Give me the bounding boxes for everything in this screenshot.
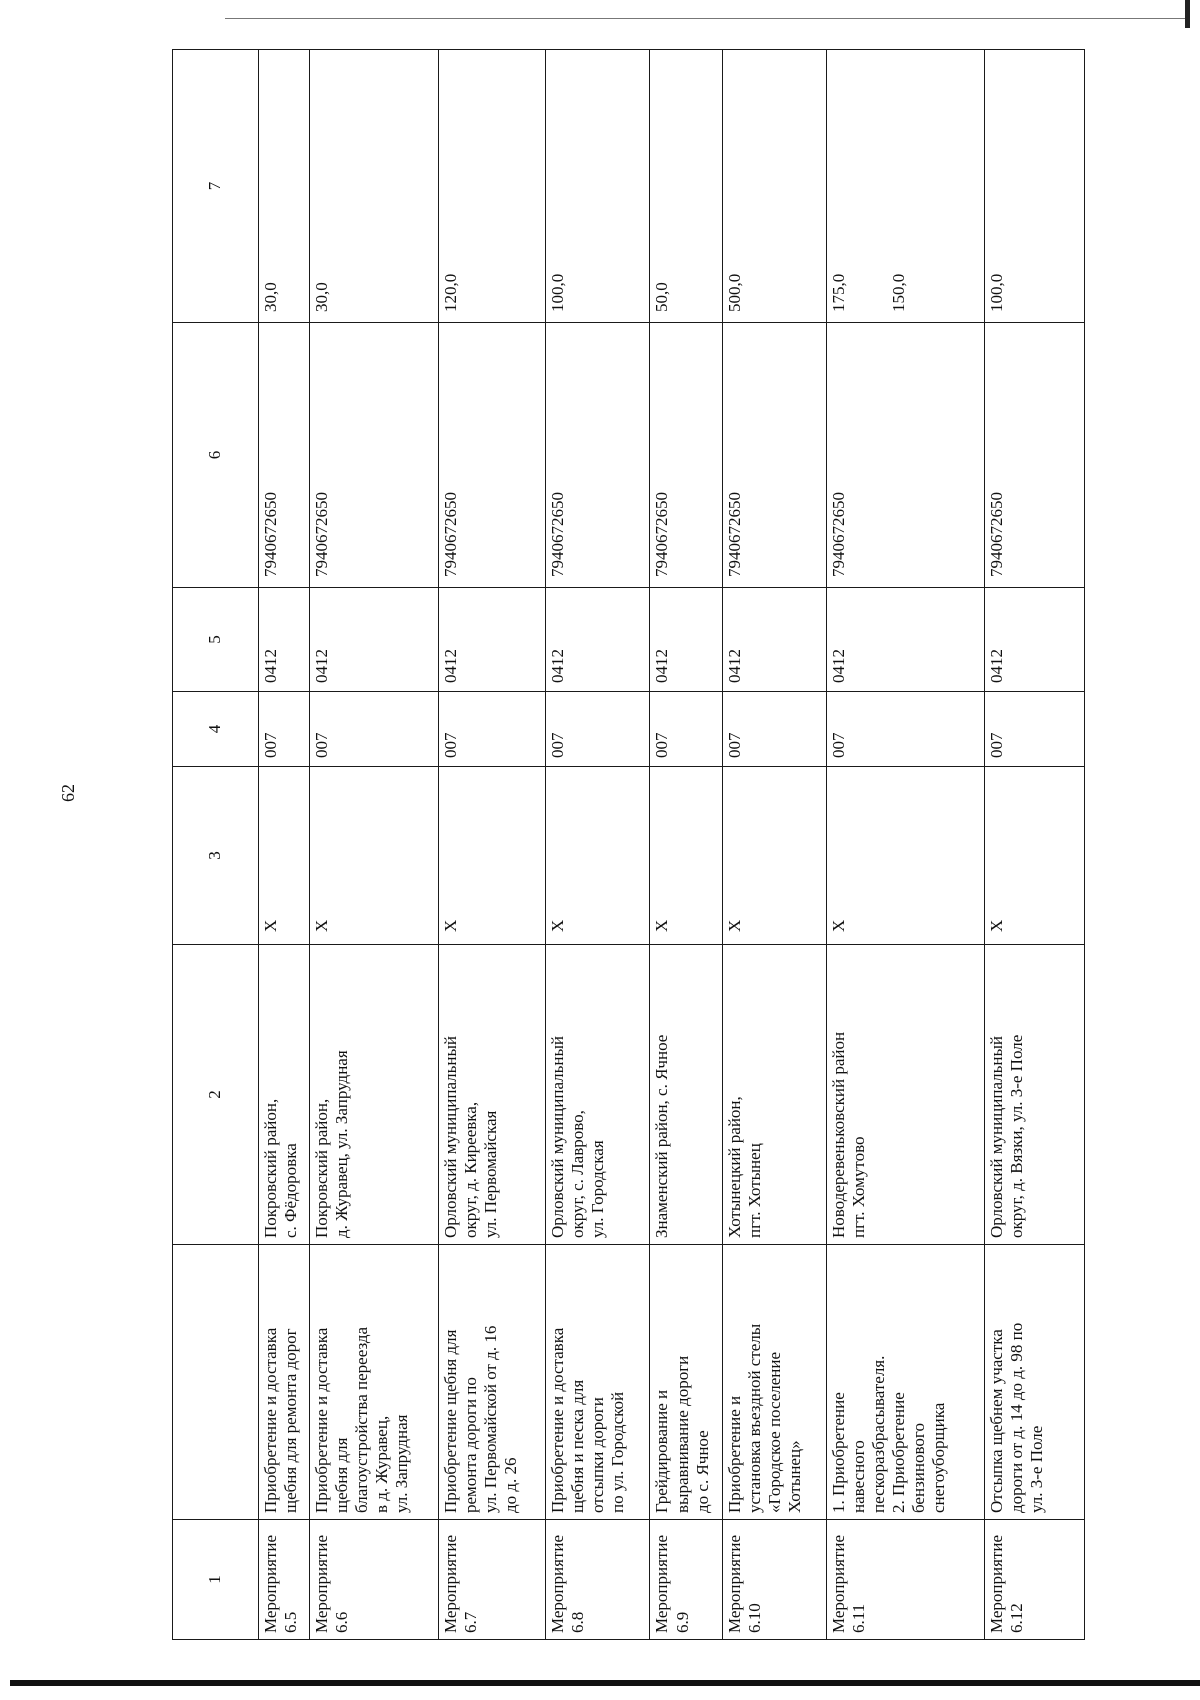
- row-description: Приобретение и доставка щебня для благоустройства переезда в д. Журавец, ул. Запрудная: [310, 1245, 439, 1520]
- row-address: Покровский район, д. Журавец, ул. Запрудная: [310, 945, 439, 1245]
- header-col-1b: [173, 1245, 259, 1520]
- row-col3: Х: [259, 767, 310, 945]
- table-row: [439, 50, 546, 1640]
- table-row: [826, 50, 984, 1640]
- row-col5: 0412: [546, 588, 650, 692]
- header-row: [173, 50, 259, 1640]
- row-col7: 500,0: [722, 50, 826, 323]
- row-address: Хотынецкий район, пгт. Хотынец: [722, 945, 826, 1245]
- row-col5: 0412: [439, 588, 546, 692]
- row-col3: Х: [722, 767, 826, 945]
- row-col6: 7940672650: [439, 323, 546, 588]
- header-col-5: 5: [173, 588, 259, 692]
- row-address: Орловский муниципальный округ, д. Вязки, ул. 3-е Поле: [984, 945, 1084, 1245]
- row-col5: 0412: [722, 588, 826, 692]
- row-id: Мероприятие 6.9: [650, 1520, 722, 1640]
- row-col7: 100,0: [984, 50, 1084, 323]
- header-col-6: 6: [173, 323, 259, 588]
- row-col6: 7940672650: [259, 323, 310, 588]
- row-col5: 0412: [984, 588, 1084, 692]
- scan-top-line: [225, 18, 1185, 19]
- row-col6: 7940672650: [722, 323, 826, 588]
- row-col6: 7940672650: [546, 323, 650, 588]
- row-col4: 007: [650, 692, 722, 767]
- row-address: Орловский муниципальный округ, д. Киреевка, ул. Первомайская: [439, 945, 546, 1245]
- table-row: [259, 50, 310, 1640]
- row-col6: 7940672650: [310, 323, 439, 588]
- row-col7: 175,0 150,0: [826, 50, 984, 323]
- row-col5: 0412: [310, 588, 439, 692]
- row-col5: 0412: [259, 588, 310, 692]
- row-col7: 120,0: [439, 50, 546, 323]
- table-row: [722, 50, 826, 1640]
- table-row: [650, 50, 722, 1640]
- row-col3: Х: [439, 767, 546, 945]
- row-id: Мероприятие 6.12: [984, 1520, 1084, 1640]
- row-description: Отсыпка щебнем участка дороги от д. 14 до д. 98 по ул. 3-е Поле: [984, 1245, 1084, 1520]
- table-row: [984, 50, 1084, 1640]
- row-id: Мероприятие 6.7: [439, 1520, 546, 1640]
- row-description: Приобретение и доставка щебня и песка для отсыпки дороги по ул. Городской: [546, 1245, 650, 1520]
- table-row: [546, 50, 650, 1640]
- events-table: [172, 49, 1085, 1640]
- row-col4: 007: [984, 692, 1084, 767]
- row-address: Покровский район, с. Фёдоровка: [259, 945, 310, 1245]
- row-col5: 0412: [650, 588, 722, 692]
- row-col3: Х: [984, 767, 1084, 945]
- row-address: Знаменский район, с. Ячное: [650, 945, 722, 1245]
- header-col-2: 2: [173, 945, 259, 1245]
- row-col6: 7940672650: [826, 323, 984, 588]
- row-description: 1. Приобретение навесного пескоразбрасывателя. 2. Приобретение бензинового снегоуборщика: [826, 1245, 984, 1520]
- table-container: [172, 50, 1085, 1640]
- row-id: Мероприятие 6.11: [826, 1520, 984, 1640]
- row-col7: 50,0: [650, 50, 722, 323]
- row-id: Мероприятие 6.10: [722, 1520, 826, 1640]
- row-col4: 007: [722, 692, 826, 767]
- row-col5: 0412: [826, 588, 984, 692]
- row-id: Мероприятие 6.6: [310, 1520, 439, 1640]
- page-number: 62: [58, 784, 78, 802]
- row-description: Грейдирование и выравнивание дороги до с. Ячное: [650, 1245, 722, 1520]
- header-col-7: 7: [173, 50, 259, 323]
- row-address: Новодеревеньковский район пгт. Хомутово: [826, 945, 984, 1245]
- row-col3: Х: [650, 767, 722, 945]
- row-address: Орловский муниципальный округ, с. Лаврово, ул. Городская: [546, 945, 650, 1245]
- row-id: Мероприятие 6.5: [259, 1520, 310, 1640]
- header-col-1: 1: [173, 1520, 259, 1640]
- row-description: Приобретение и доставка щебня для ремонта дорог: [259, 1245, 310, 1520]
- row-col3: Х: [546, 767, 650, 945]
- row-col7: 100,0: [546, 50, 650, 323]
- header-col-4: 4: [173, 692, 259, 767]
- row-col6: 7940672650: [984, 323, 1084, 588]
- header-col-3: 3: [173, 767, 259, 945]
- scan-edge-mark: [1185, 0, 1190, 28]
- table-row: [310, 50, 439, 1640]
- row-col4: 007: [310, 692, 439, 767]
- row-id: Мероприятие 6.8: [546, 1520, 650, 1640]
- scan-bottom-bar: [10, 1680, 1200, 1686]
- row-description: Приобретение щебня для ремонта дороги по ул. Первомайской от д. 16 до д. 26: [439, 1245, 546, 1520]
- row-description: Приобретение и установка въездной стелы «Городское поселение Хотынец»: [722, 1245, 826, 1520]
- row-col7: 30,0: [310, 50, 439, 323]
- row-col4: 007: [546, 692, 650, 767]
- row-col4: 007: [259, 692, 310, 767]
- row-col7: 30,0: [259, 50, 310, 323]
- row-col3: Х: [310, 767, 439, 945]
- row-col3: Х: [826, 767, 984, 945]
- row-col4: 007: [439, 692, 546, 767]
- row-col6: 7940672650: [650, 323, 722, 588]
- row-col4: 007: [826, 692, 984, 767]
